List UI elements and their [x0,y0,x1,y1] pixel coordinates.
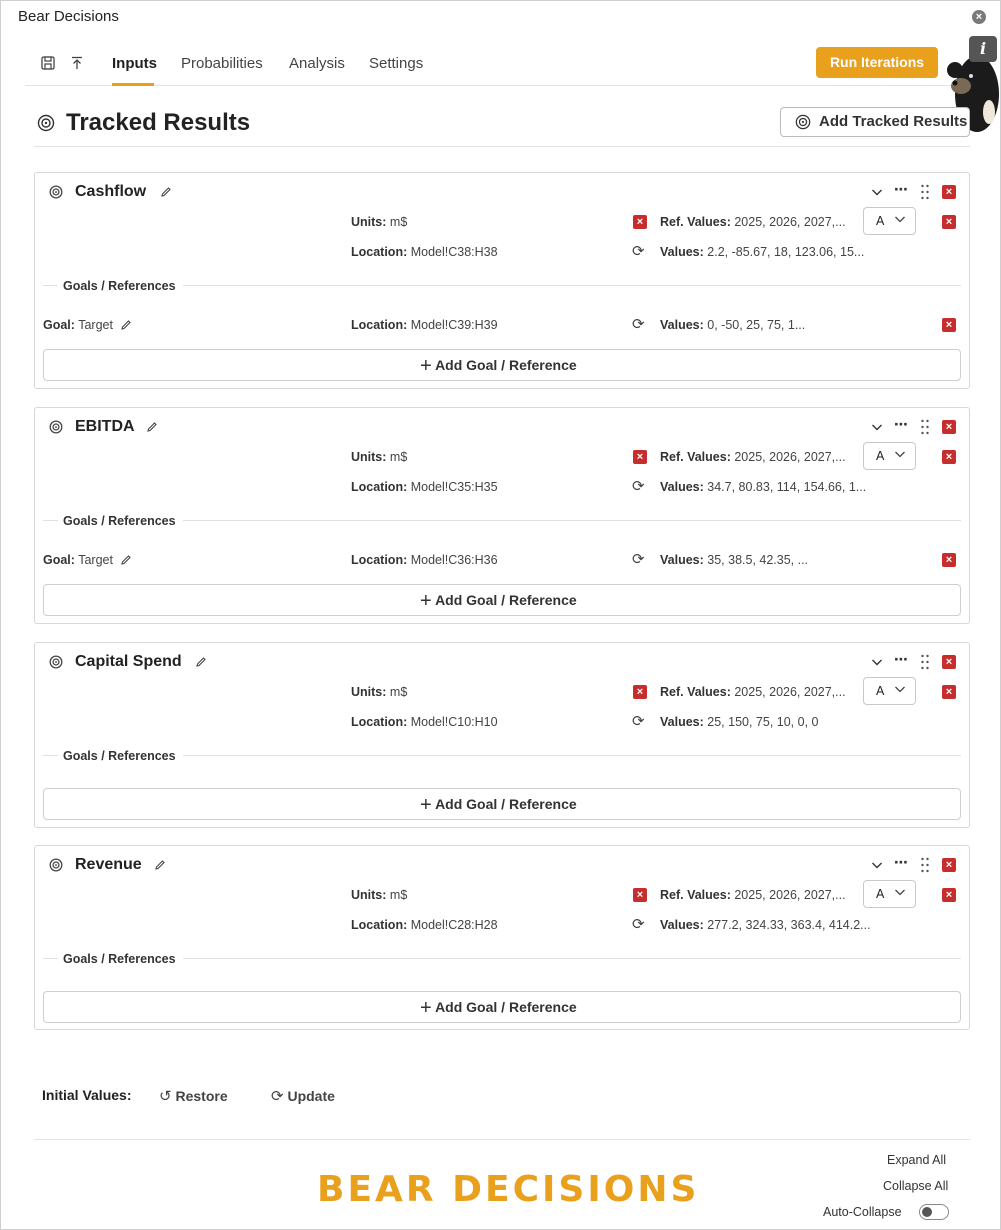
ref-values-select[interactable] [863,207,916,235]
delete-result-button[interactable]: × [942,420,956,434]
units-label: Units: [351,888,387,902]
refresh-icon[interactable]: ⟳ [632,316,645,333]
add-tracked-results-button[interactable] [780,107,970,137]
edit-pencil-icon[interactable] [160,186,172,198]
goal-values-value: 0, -50, 25, 75, 1... [707,318,806,332]
chevron-down-icon[interactable] [871,422,883,432]
target-icon [37,114,55,132]
location-value: Model!C10:H10 [410,715,498,729]
active-tab-indicator [112,83,154,86]
update-label: Update [287,1088,335,1104]
clear-ref-values-button[interactable]: × [633,888,647,902]
more-options-icon[interactable]: ⋯ [894,651,908,667]
refresh-icon[interactable]: ⟳ [632,713,645,730]
goals-references-label: Goals / References [63,952,176,966]
add-tracked-results-label: Add Tracked Results [819,113,968,130]
drag-handle-icon[interactable] [920,857,930,873]
select-value: A [876,449,885,463]
target-icon [49,420,63,434]
more-options-icon[interactable]: ⋯ [894,416,908,432]
tracked-result-card [34,172,970,389]
clear-ref-values-button[interactable]: × [633,685,647,699]
location-value: Model!C38:H38 [410,245,498,259]
add-goal-reference-button[interactable] [43,584,961,616]
tracked-result-card [34,845,970,1030]
target-icon [49,185,63,199]
delete-goal-button[interactable]: × [942,553,956,567]
drag-handle-icon[interactable] [920,184,930,200]
undo-icon: ↺ [159,1088,172,1105]
tab-analysis[interactable]: Analysis [289,55,345,72]
goal-location-value: Model!C39:H39 [410,318,498,332]
goal-location-label: Location: [351,318,408,332]
drag-handle-icon[interactable] [920,419,930,435]
auto-collapse-label: Auto-Collapse [823,1205,902,1219]
add-goal-reference-button[interactable] [43,788,961,820]
tab-settings[interactable]: Settings [369,55,424,72]
delete-ref-button[interactable]: × [942,888,956,902]
add-goal-reference-button[interactable] [43,349,961,381]
restore-button[interactable] [159,1087,228,1105]
ref-values-label: Ref. Values: [660,215,731,229]
edit-pencil-icon[interactable] [195,656,207,668]
add-goal-label: Add Goal / Reference [435,999,577,1015]
page-title: Tracked Results [66,109,251,136]
goal-values-label: Values: [660,318,704,332]
location-label: Location: [351,918,408,932]
goal-location-label: Location: [351,553,408,567]
tracked-results-header [34,101,970,147]
values-label: Values: [660,715,704,729]
location-label: Location: [351,245,408,259]
select-value: A [876,684,885,698]
add-goal-reference-button[interactable] [43,991,961,1023]
units-value: m$ [389,685,408,699]
ref-values-select[interactable] [863,880,916,908]
delete-ref-button[interactable]: × [942,685,956,699]
refresh-icon[interactable]: ⟳ [632,916,645,933]
values-label: Values: [660,480,704,494]
refresh-icon: ⟳ [271,1088,284,1105]
close-window-icon[interactable]: × [972,10,986,24]
tab-inputs[interactable]: Inputs [112,55,157,72]
expand-all-link[interactable]: Expand All [887,1153,947,1167]
chevron-down-icon [894,449,906,459]
units-value: m$ [389,215,408,229]
plus-icon: + [420,590,432,612]
add-goal-label: Add Goal / Reference [435,357,577,373]
run-iterations-button[interactable]: Run Iterations [816,47,938,78]
restore-label: Restore [175,1088,228,1104]
divider [183,520,961,521]
divider [183,958,961,959]
result-name: EBITDA [75,418,135,435]
goal-label: Goal: [43,318,75,332]
collapse-all-link[interactable]: Collapse All [883,1179,949,1193]
title-bar [1,1,1000,33]
auto-collapse-toggle[interactable] [919,1204,949,1220]
goals-references-label: Goals / References [63,514,176,528]
units-label: Units: [351,685,387,699]
ref-values-value: 2025, 2026, 2027,... [734,215,846,229]
ref-values-value: 2025, 2026, 2027,... [734,888,846,902]
add-goal-label: Add Goal / Reference [435,796,577,812]
brand-logo: BEAR DECISIONS [317,1169,700,1210]
clear-ref-values-button[interactable]: × [633,450,647,464]
chevron-down-icon[interactable] [871,657,883,667]
update-button[interactable] [271,1087,335,1105]
result-name: Capital Spend [75,653,182,670]
units-label: Units: [351,450,387,464]
location-value: Model!C28:H28 [410,918,498,932]
chevron-down-icon[interactable] [871,860,883,870]
location-label: Location: [351,715,408,729]
toolbar [25,41,979,86]
refresh-icon[interactable]: ⟳ [632,243,645,260]
window-title: Bear Decisions [18,8,119,25]
tracked-result-card [34,407,970,624]
chevron-down-icon [894,214,906,224]
divider [43,755,58,756]
result-name: Cashflow [75,183,147,200]
units-label: Units: [351,215,387,229]
select-value: A [876,214,885,228]
ref-values-value: 2025, 2026, 2027,... [734,685,846,699]
goal-location-value: Model!C36:H36 [410,553,498,567]
location-value: Model!C35:H35 [410,480,498,494]
toggle-knob [922,1207,932,1217]
export-icon[interactable] [69,55,85,71]
ref-values-label: Ref. Values: [660,450,731,464]
edit-pencil-icon[interactable] [146,421,158,433]
drag-handle-icon[interactable] [920,654,930,670]
goal-name: Target [78,553,113,567]
add-goal-label: Add Goal / Reference [435,592,577,608]
select-value: A [876,887,885,901]
goal-values-label: Values: [660,553,704,567]
clear-ref-values-button[interactable]: × [633,215,647,229]
values-value: 277.2, 324.33, 363.4, 414.2... [707,918,871,932]
goal-values-value: 35, 38.5, 42.35, ... [707,553,809,567]
edit-pencil-icon[interactable] [120,319,132,331]
units-value: m$ [389,888,408,902]
target-icon [49,655,63,669]
divider [43,958,58,959]
divider [183,285,961,286]
values-value: 2.2, -85.67, 18, 123.06, 15... [707,245,865,259]
more-options-icon[interactable]: ⋯ [894,181,908,197]
refresh-icon[interactable]: ⟳ [632,478,645,495]
goals-references-label: Goals / References [63,749,176,763]
values-label: Values: [660,918,704,932]
delete-result-button[interactable]: × [942,185,956,199]
values-value: 34.7, 80.83, 114, 154.66, 1... [707,480,867,494]
refresh-icon[interactable]: ⟳ [632,551,645,568]
tab-probabilities[interactable]: Probabilities [181,55,263,72]
divider [43,520,58,521]
chevron-down-icon [894,887,906,897]
values-value: 25, 150, 75, 10, 0, 0 [707,715,819,729]
delete-ref-button[interactable]: × [942,450,956,464]
delete-ref-button[interactable]: × [942,215,956,229]
delete-result-button[interactable]: × [942,655,956,669]
target-icon [49,858,63,872]
ref-values-value: 2025, 2026, 2027,... [734,450,846,464]
plus-icon: + [420,997,432,1019]
target-icon [795,114,811,130]
goal-name: Target [78,318,113,332]
location-label: Location: [351,480,408,494]
divider [43,285,58,286]
edit-pencil-icon[interactable] [120,554,132,566]
delete-goal-button[interactable]: × [942,318,956,332]
divider [183,755,961,756]
initial-values-label: Initial Values: [42,1087,132,1103]
more-options-icon[interactable]: ⋯ [894,854,908,870]
values-label: Values: [660,245,704,259]
save-icon[interactable] [40,55,56,71]
plus-icon: + [420,794,432,816]
edit-pencil-icon[interactable] [154,859,166,871]
chevron-down-icon[interactable] [871,187,883,197]
tracked-result-card [34,642,970,828]
plus-icon: + [420,355,432,377]
ref-values-label: Ref. Values: [660,888,731,902]
ref-values-select[interactable] [863,677,916,705]
chevron-down-icon [894,684,906,694]
goals-references-label: Goals / References [63,279,176,293]
result-name: Revenue [75,856,142,873]
ref-values-label: Ref. Values: [660,685,731,699]
divider [34,1139,970,1140]
delete-result-button[interactable]: × [942,858,956,872]
ref-values-select[interactable] [863,442,916,470]
info-icon[interactable]: i [969,36,997,62]
goal-label: Goal: [43,553,75,567]
units-value: m$ [389,450,408,464]
